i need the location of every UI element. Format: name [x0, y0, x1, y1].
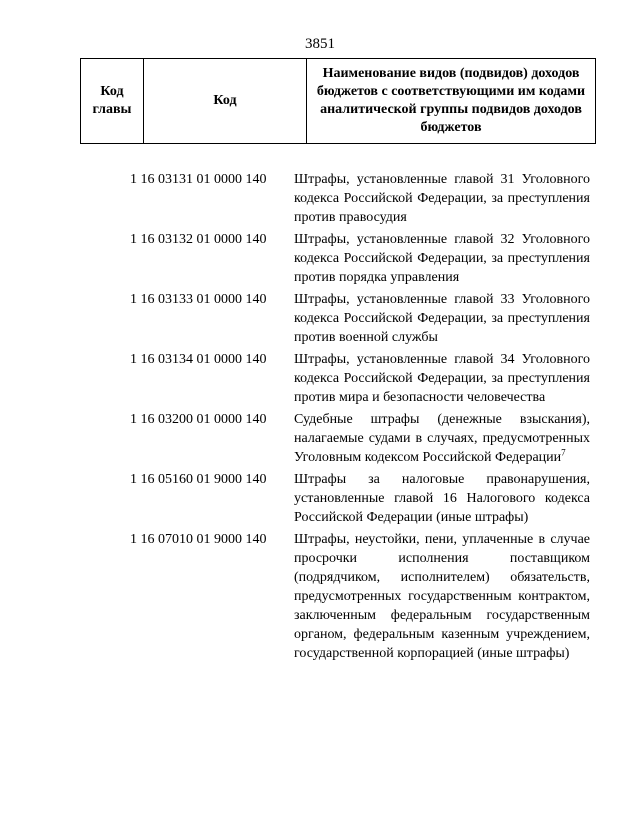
row-description: Штрафы, установленные главой 31 Уголовного кодекса Российской Федерации, за преступления против правосудия — [294, 172, 590, 225]
table-row — [130, 350, 590, 407]
row-code: 1 16 03200 01 0000 140 — [130, 412, 267, 427]
row-code: 1 16 03133 01 0000 140 — [130, 292, 267, 307]
table-body — [130, 170, 590, 666]
table-row — [130, 170, 590, 227]
row-code: 1 16 03134 01 0000 140 — [130, 352, 267, 367]
table-header — [80, 58, 596, 144]
table-row — [130, 530, 590, 663]
row-code: 1 16 03132 01 0000 140 — [130, 232, 267, 247]
footnote-marker[interactable]: 7 — [561, 447, 566, 458]
row-description: Штрафы, неустойки, пени, уплаченные в случае просрочки исполнения поставщиком (подрядчиком, исполнителем) обязательств, предусмотренных государственным контрактом, заключенным федеральным государственным органом, федеральным казенным учреждением, государственной корпорацией (иные штрафы) — [294, 532, 590, 661]
page-number: 3851 — [305, 36, 335, 52]
row-code: 1 16 07010 01 9000 140 — [130, 532, 267, 547]
row-description: Штрафы, установленные главой 33 Уголовного кодекса Российской Федерации, за преступления против военной службы — [294, 292, 590, 345]
header-chapter-code: Код главы — [81, 59, 144, 144]
row-code: 1 16 03131 01 0000 140 — [130, 172, 267, 187]
table-row — [130, 470, 590, 527]
table-row — [130, 410, 590, 467]
header-name: Наименование видов (подвидов) доходов бюджетов с соответствующими им кодами аналитической группы подвидов доходов бюджетов — [307, 59, 596, 144]
table-row — [130, 230, 590, 287]
row-code: 1 16 05160 01 9000 140 — [130, 472, 267, 487]
row-description: Судебные штрафы (денежные взыскания), налагаемые судами в случаях, предусмотренных Уголовным кодексом Российской Федерации — [294, 412, 590, 465]
row-description-with-footnote — [294, 410, 590, 467]
table-row — [130, 290, 590, 347]
row-description: Штрафы, установленные главой 34 Уголовного кодекса Российской Федерации, за преступления против мира и безопасности человечества — [294, 352, 590, 405]
row-description: Штрафы за налоговые правонарушения, установленные главой 16 Налогового кодекса Российской Федерации (иные штрафы) — [294, 472, 590, 525]
header-code: Код — [144, 59, 307, 144]
row-description: Штрафы, установленные главой 32 Уголовного кодекса Российской Федерации, за преступления против порядка управления — [294, 232, 590, 285]
